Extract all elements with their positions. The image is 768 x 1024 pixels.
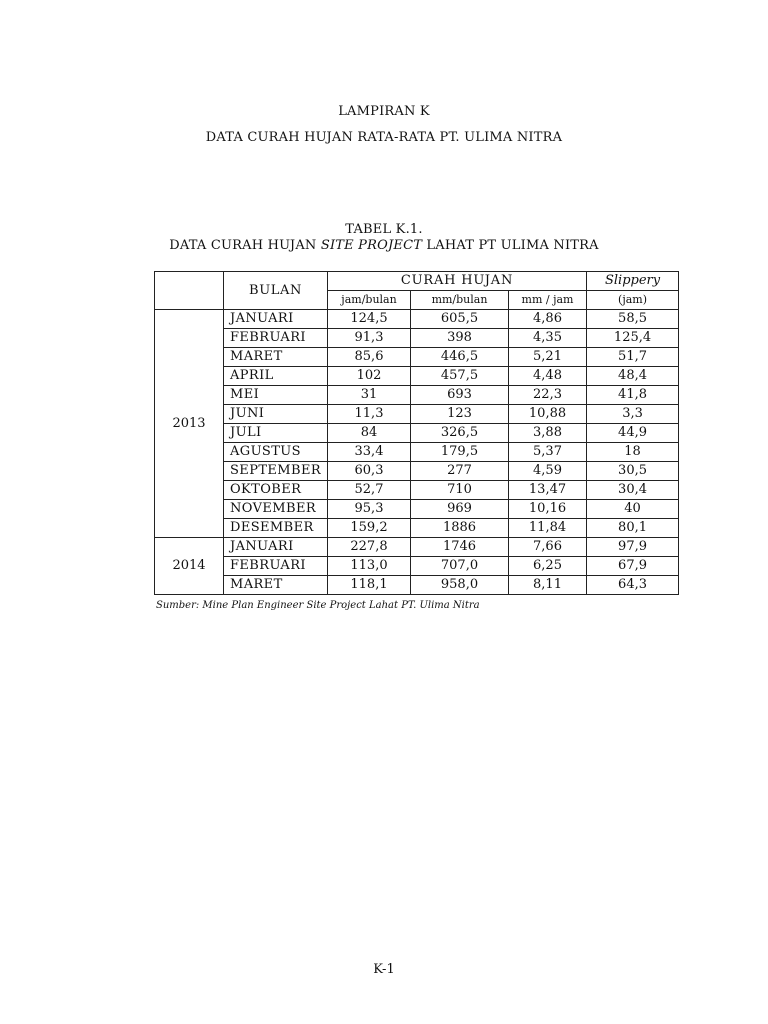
month-cell: APRIL (224, 367, 328, 386)
mm-bulan-cell: 1746 (411, 538, 509, 557)
slippery-cell: 48,4 (587, 367, 679, 386)
month-cell: OKTOBER (224, 481, 328, 500)
rainfall-table (154, 271, 679, 595)
slippery-cell: 80,1 (587, 519, 679, 538)
jam-bulan-cell: 118,1 (328, 576, 411, 595)
table-label: TABEL K.1. (345, 222, 423, 237)
source-note: Sumber: Mine Plan Engineer Site Project Lahat PT. Ulima Nitra (156, 600, 480, 611)
mm-jam-cell: 4,35 (509, 329, 587, 348)
mm-bulan-cell: 326,5 (411, 424, 509, 443)
table-row (155, 310, 679, 329)
slippery-cell: 97,9 (587, 538, 679, 557)
month-cell: DESEMBER (224, 519, 328, 538)
table-row (155, 405, 679, 424)
appendix-title: LAMPIRAN K (338, 104, 430, 119)
table-row (155, 481, 679, 500)
mm-bulan-cell: 605,5 (411, 310, 509, 329)
slippery-cell: 51,7 (587, 348, 679, 367)
mm-bulan-cell: 1886 (411, 519, 509, 538)
slippery-cell: 67,9 (587, 557, 679, 576)
mm-jam-header: mm / jam (509, 291, 587, 310)
table-row (155, 424, 679, 443)
month-cell: JANUARI (224, 310, 328, 329)
month-cell: MARET (224, 348, 328, 367)
mm-bulan-cell: 707,0 (411, 557, 509, 576)
mm-jam-cell: 11,84 (509, 519, 587, 538)
jam-bulan-cell: 227,8 (328, 538, 411, 557)
jam-bulan-cell: 84 (328, 424, 411, 443)
table-row (155, 386, 679, 405)
jam-bulan-cell: 113,0 (328, 557, 411, 576)
mm-jam-cell: 5,21 (509, 348, 587, 367)
month-cell: NOVEMBER (224, 500, 328, 519)
table-row (155, 329, 679, 348)
mm-bulan-header: mm/bulan (411, 291, 509, 310)
month-cell: SEPTEMBER (224, 462, 328, 481)
mm-bulan-cell: 958,0 (411, 576, 509, 595)
slippery-cell: 30,4 (587, 481, 679, 500)
table-caption-italic: SITE PROJECT (320, 238, 423, 253)
mm-jam-cell: 10,16 (509, 500, 587, 519)
mm-jam-cell: 5,37 (509, 443, 587, 462)
table-row (155, 538, 679, 557)
mm-jam-cell: 4,48 (509, 367, 587, 386)
page-number: K-1 (373, 962, 395, 977)
jam-bulan-cell: 124,5 (328, 310, 411, 329)
month-cell: MARET (224, 576, 328, 595)
mm-bulan-cell: 277 (411, 462, 509, 481)
jam-header: (jam) (587, 291, 679, 310)
month-cell: JULI (224, 424, 328, 443)
jam-bulan-cell: 31 (328, 386, 411, 405)
bulan-header: BULAN (224, 272, 328, 310)
mm-jam-cell: 3,88 (509, 424, 587, 443)
mm-jam-cell: 10,88 (509, 405, 587, 424)
jam-bulan-cell: 33,4 (328, 443, 411, 462)
mm-jam-cell: 8,11 (509, 576, 587, 595)
slippery-cell: 30,5 (587, 462, 679, 481)
year-cell: 2014 (155, 538, 224, 595)
mm-bulan-cell: 969 (411, 500, 509, 519)
table-row (155, 348, 679, 367)
year-cell: 2013 (155, 310, 224, 538)
mm-jam-cell: 4,59 (509, 462, 587, 481)
mm-bulan-cell: 710 (411, 481, 509, 500)
slippery-cell: 125,4 (587, 329, 679, 348)
jam-bulan-cell: 60,3 (328, 462, 411, 481)
mm-bulan-cell: 693 (411, 386, 509, 405)
jam-bulan-cell: 159,2 (328, 519, 411, 538)
table-row (155, 557, 679, 576)
mm-bulan-cell: 179,5 (411, 443, 509, 462)
jam-bulan-cell: 11,3 (328, 405, 411, 424)
month-cell: FEBRUARI (224, 557, 328, 576)
jam-bulan-cell: 85,6 (328, 348, 411, 367)
mm-bulan-cell: 446,5 (411, 348, 509, 367)
mm-bulan-cell: 457,5 (411, 367, 509, 386)
slippery-cell: 58,5 (587, 310, 679, 329)
table-row (155, 367, 679, 386)
slippery-cell: 44,9 (587, 424, 679, 443)
jam-bulan-header: jam/bulan (328, 291, 411, 310)
table-body (155, 310, 679, 595)
curah-hujan-header: CURAH HUJAN (328, 272, 587, 291)
jam-bulan-cell: 52,7 (328, 481, 411, 500)
table-row (155, 462, 679, 481)
table-row (155, 443, 679, 462)
appendix-subtitle: DATA CURAH HUJAN RATA-RATA PT. ULIMA NITRA (205, 130, 563, 145)
slippery-cell: 40 (587, 500, 679, 519)
slippery-cell: 41,8 (587, 386, 679, 405)
slippery-cell: 3,3 (587, 405, 679, 424)
mm-jam-cell: 7,66 (509, 538, 587, 557)
table-caption (0, 238, 768, 253)
mm-jam-cell: 13,47 (509, 481, 587, 500)
table-row (155, 576, 679, 595)
jam-bulan-cell: 91,3 (328, 329, 411, 348)
month-cell: JANUARI (224, 538, 328, 557)
slippery-header: Slippery (587, 272, 679, 291)
jam-bulan-cell: 95,3 (328, 500, 411, 519)
mm-jam-cell: 4,86 (509, 310, 587, 329)
slippery-cell: 64,3 (587, 576, 679, 595)
mm-bulan-cell: 398 (411, 329, 509, 348)
jam-bulan-cell: 102 (328, 367, 411, 386)
mm-jam-cell: 22,3 (509, 386, 587, 405)
year-header-cell (155, 272, 224, 310)
mm-bulan-cell: 123 (411, 405, 509, 424)
month-cell: AGUSTUS (224, 443, 328, 462)
month-cell: FEBRUARI (224, 329, 328, 348)
mm-jam-cell: 6,25 (509, 557, 587, 576)
table-row (155, 519, 679, 538)
month-cell: JUNI (224, 405, 328, 424)
table-caption-post: LAHAT PT ULIMA NITRA (422, 238, 599, 253)
table-caption-pre: DATA CURAH HUJAN (169, 238, 321, 253)
month-cell: MEI (224, 386, 328, 405)
table-row (155, 500, 679, 519)
slippery-cell: 18 (587, 443, 679, 462)
table-header-row (155, 272, 679, 291)
